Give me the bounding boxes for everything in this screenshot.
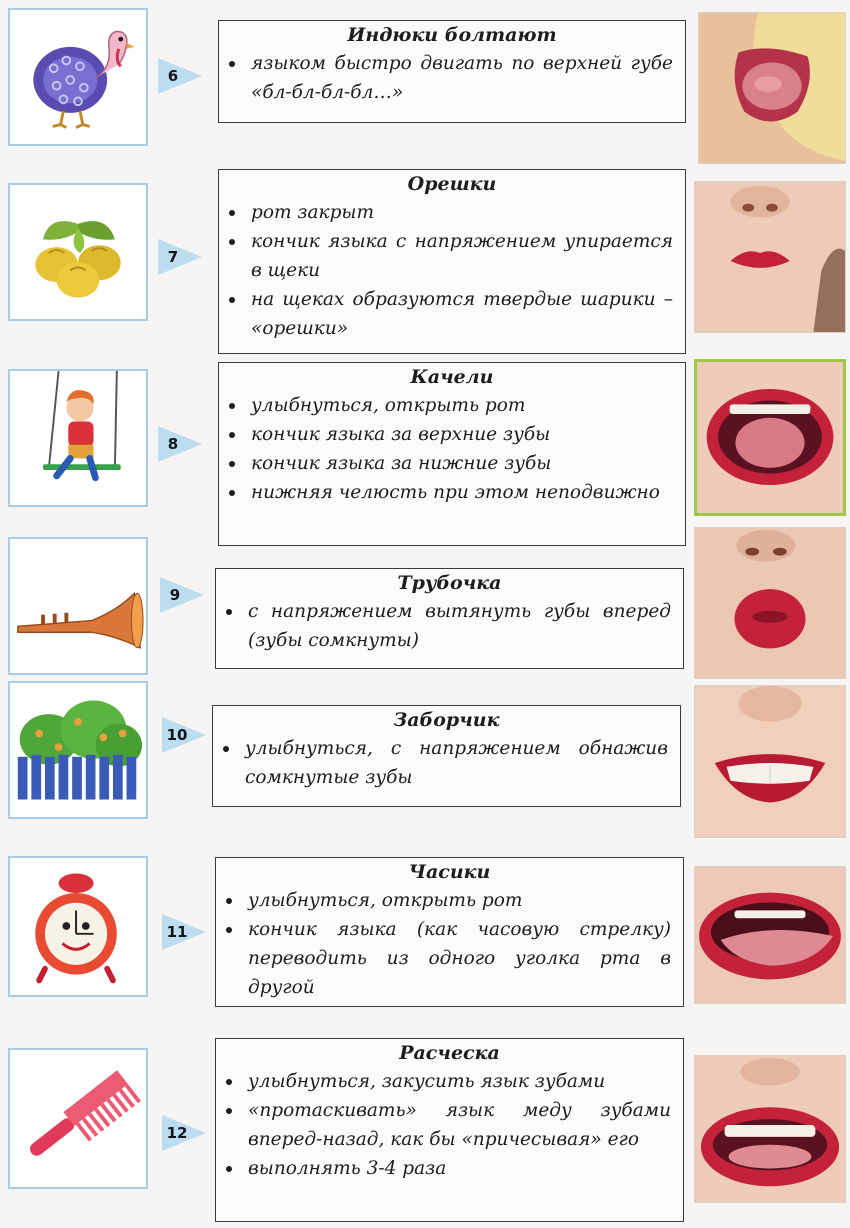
fence-icon	[10, 683, 146, 817]
instruction-item: кончик языка с напряжением упирается в щеки	[251, 227, 673, 285]
alarm-clock-icon	[10, 858, 146, 995]
instruction-list	[251, 391, 673, 507]
photo-nuts-cheeks	[694, 181, 846, 333]
instruction-item: с напряжением вытянуть губы вперед (зубы сомкнуты)	[248, 597, 671, 655]
illustration-turkey	[8, 8, 148, 146]
instruction-item: на щеках образуются твердые шарики – «орешки»	[251, 285, 673, 343]
instruction-item: улыбнуться, с напряжением обнажив сомкнутые зубы	[245, 734, 668, 792]
exercise-card	[218, 169, 686, 354]
exercise-number: 12	[166, 1124, 188, 1142]
exercise-card	[218, 362, 686, 546]
photo-clock-mouth	[694, 866, 846, 1004]
illustration-fence	[8, 681, 148, 819]
exercise-card	[215, 568, 684, 669]
exercise-number-badge	[156, 424, 204, 464]
instruction-list	[248, 886, 671, 1002]
illustration-trumpet	[8, 537, 148, 675]
instruction-item: кончик языка за нижние зубы	[251, 449, 673, 478]
exercise-title: Часики	[408, 861, 491, 883]
instruction-item: выполнять 3-4 раза	[248, 1154, 671, 1183]
exercise-title: Расческа	[399, 1042, 500, 1064]
exercise-number-badge	[160, 1113, 208, 1153]
photo-swing-mouth	[694, 359, 846, 516]
turkey-icon	[10, 10, 146, 144]
exercise-title: Орешки	[407, 173, 497, 195]
photo-fence-smile	[694, 685, 846, 838]
illustration-alarm-clock	[8, 856, 148, 997]
instruction-item: кончик языка за верхние зубы	[251, 420, 673, 449]
instruction-item: кончик языка (как часовую стрелку) переводить из одного уголка рта в другой	[248, 915, 671, 1002]
comb-icon	[10, 1050, 146, 1187]
instruction-item: языком быстро двигать по верхней губе «бл-бл-бл-бл…»	[251, 49, 673, 107]
exercise-number: 10	[166, 726, 188, 744]
instruction-item: «протаскивать» язык меду зубами вперед-назад, как бы «причесывая» его	[248, 1096, 671, 1154]
instruction-item: рот закрыт	[251, 198, 673, 227]
instruction-item: улыбнуться, открыть рот	[251, 391, 673, 420]
instruction-list	[251, 49, 673, 107]
exercise-card	[218, 20, 686, 123]
instruction-item: улыбнуться, открыть рот	[248, 886, 671, 915]
hazelnuts-icon	[10, 185, 146, 319]
exercise-number-badge	[156, 237, 204, 277]
exercise-number: 6	[167, 67, 179, 85]
photo-tube-lips	[694, 527, 846, 679]
trumpet-icon	[10, 539, 146, 673]
swing-icon	[10, 371, 146, 505]
exercise-number: 11	[166, 923, 188, 941]
illustration-swing	[8, 369, 148, 507]
exercise-number-badge	[158, 575, 206, 615]
instruction-item: нижняя челюсть при этом неподвижно	[251, 478, 673, 507]
exercise-number: 9	[169, 586, 181, 604]
illustration-comb	[8, 1048, 148, 1189]
instruction-list	[245, 734, 668, 792]
instruction-list	[248, 597, 671, 655]
exercise-number: 8	[167, 435, 179, 453]
exercise-title: Качели	[410, 366, 494, 388]
photo-tongue-upper-lip	[698, 12, 846, 164]
exercise-card	[212, 705, 681, 807]
exercise-card	[215, 857, 684, 1007]
instruction-item: улыбнуться, закусить язык зубами	[248, 1067, 671, 1096]
instruction-list	[248, 1067, 671, 1183]
exercise-title: Заборчик	[393, 709, 500, 731]
photo-comb-mouth	[694, 1055, 846, 1203]
illustration-hazelnuts	[8, 183, 148, 321]
exercise-number-badge	[160, 715, 208, 755]
exercise-card	[215, 1038, 684, 1222]
exercise-number-badge	[156, 56, 204, 96]
exercise-title: Трубочка	[397, 572, 502, 594]
exercise-title: Индюки болтают	[347, 24, 557, 46]
instruction-list	[251, 198, 673, 343]
exercise-number-badge	[160, 912, 208, 952]
exercise-number: 7	[167, 248, 179, 266]
